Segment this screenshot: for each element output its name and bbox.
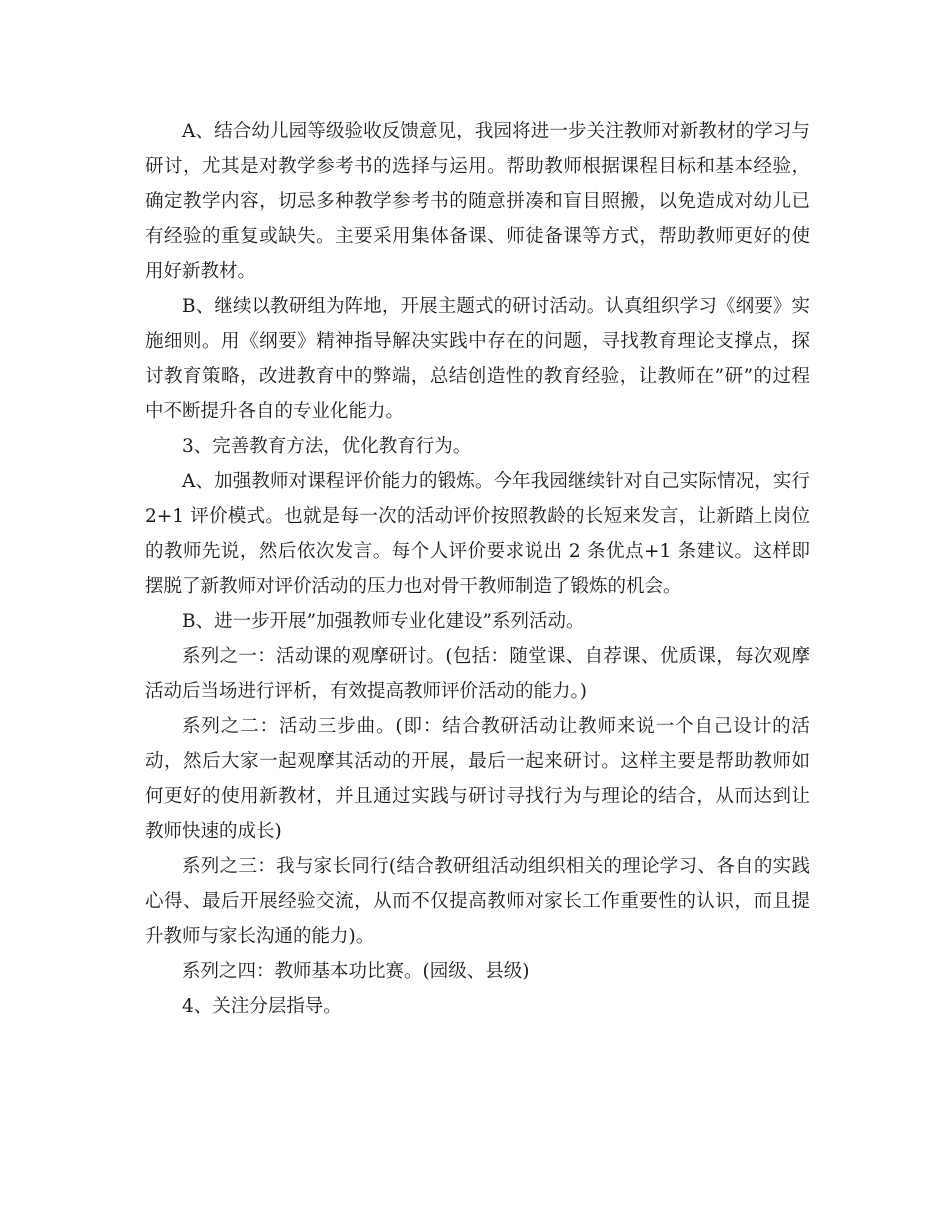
heading-3-improve-methods: 3、完善教育方法，优化教育行为。 [182, 436, 472, 457]
series-item-4: 系列之四：教师基本功比赛。(园级、县级) [182, 961, 530, 982]
heading-4-layered-guidance: 4、关注分层指导。 [182, 996, 342, 1017]
series-item-3: 系列之三：我与家长同行(结合教研组活动组织相关的理论学习、各自的实践心得、最后开展经验交流，从而不仅提高教师对家长工作重要性的认识，而且提升教师与家长沟通的能力)。 [145, 856, 810, 947]
series-item-2: 系列之二：活动三步曲。(即：结合教研活动让教师来说一个自己设计的活动，然后大家一起观摩其活动的开展，最后一起来研讨。这样主要是帮助教师如何更好的使用新教材，并且通过实践与研讨寻找行为与理论的结合，从而达到让教师快速的成长) [145, 716, 810, 842]
document-body [145, 114, 810, 1024]
paragraph-b-series-activities: B、进一步开展”加强教师专业化建设”系列活动。 [182, 611, 585, 632]
paragraph-b-teaching-research: B、继续以教研组为阵地，开展主题式的研讨活动。认真组织学习《纲要》实施细则。用《纲要》精神指导解决实践中存在的问题，寻找教育理论支撑点，探讨教育策略，改进教育中的弊端，总结创造性的教育经验，让教师在”研”的过程中不断提升各自的专业化能力。 [145, 296, 810, 422]
paragraph-a-teaching-materials: A、结合幼儿园等级验收反馈意见，我园将进一步关注教师对新教材的学习与研讨，尤其是对教学参考书的选择与运用。帮助教师根据课程目标和基本经验，确定教学内容，切忌多种教学参考书的随意拼凑和盲目照搬，以免造成对幼儿已有经验的重复或缺失。主要采用集体备课、师徒备课等方式，帮助教师更好的使用好新教材。 [145, 121, 810, 282]
series-item-1: 系列之一：活动课的观摩研讨。(包括：随堂课、自荐课、优质课，每次观摩活动后当场进行评析，有效提高教师评价活动的能力。) [145, 646, 810, 702]
paragraph-a-evaluation-ability: A、加强教师对课程评价能力的锻炼。今年我园继续针对自己实际情况，实行 2+1 评价模式。也就是每一次的活动评价按照教龄的长短来发言，让新踏上岗位的教师先说，然后依次发言。每个人评价要求说出 2 条优点+1 条建议。这样即摆脱了新教师对评价活动的压力也对骨干教师制造了锻炼的机会。 [145, 471, 810, 597]
